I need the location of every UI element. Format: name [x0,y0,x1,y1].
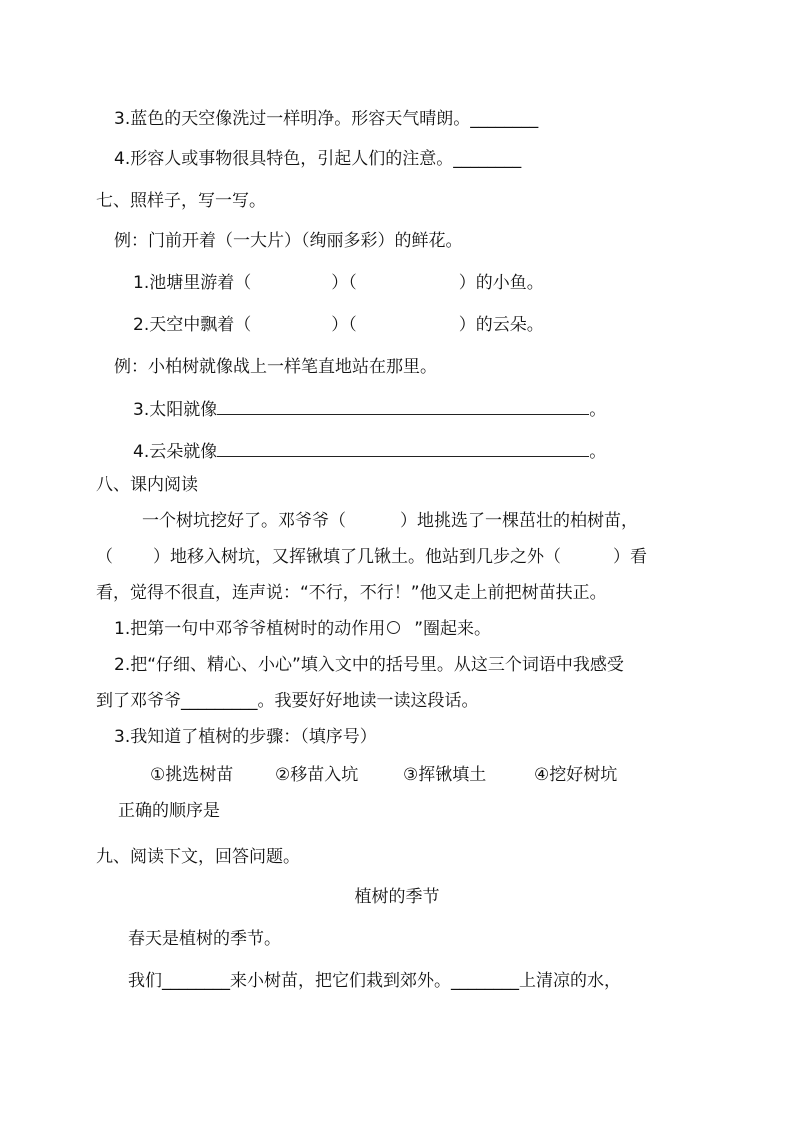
s8-question-3: 3.我知道了植树的步骤：（填序号） [114,727,377,747]
s8-passage-line-2: （ ）地移入树坑，又挥锹填了几锹土。他站到几步之外（ ）看 [96,547,647,567]
s7-q3-answer-line[interactable] [217,398,589,415]
s8-order-label: 正确的顺序是 [118,801,220,821]
s9-heading: 九、阅读下文，回答问题。 [96,847,300,867]
s9-blank-2[interactable]: ________ [451,971,519,991]
circle-icon [387,621,400,634]
s9-paragraph-2: 我们________来小树苗，把它们栽到郊外。________上清凉的水， [128,971,621,991]
s8-question-2-line-1: 2.把“仔细、精心、小心”填入文中的括号里。从这三个词语中我感受 [114,655,624,675]
s7-example-2: 例：小柏树就像战上一样笔直地站在那里。 [114,357,437,377]
s8-option-3: ③挥锹填土 [403,765,487,785]
s8-question-2-line-2: 到了邓爷爷_________。我要好好地读一读这段话。 [96,691,479,711]
s7-question-3: 3.太阳就像 。 [133,400,607,420]
s6-question-3: 3.蓝色的天空像洗过一样明净。形容天气晴朗。________ [114,109,539,129]
s6-q3-blank[interactable]: ________ [470,109,539,129]
s8-heading: 八、课内阅读 [96,475,198,495]
s7-question-4: 4.云朵就像 。 [133,442,607,462]
s9-blank-1[interactable]: ________ [162,971,230,991]
s9-paragraph-1: 春天是植树的季节。 [128,929,281,949]
s8-q2-blank[interactable]: _________ [181,691,258,711]
s7-example-1: 例：门前开着（一大片）（绚丽多彩）的鲜花。 [114,231,463,251]
s8-option-1: ①挑选树苗 [150,765,234,785]
s7-heading: 七、照样子，写一写。 [96,191,266,211]
s7-q4-answer-line[interactable] [217,440,589,457]
s7-question-2: 2.天空中飘着（ ）（ ）的云朵。 [133,315,544,335]
s7-question-1: 1.池塘里游着（ ）（ ）的小鱼。 [133,273,544,293]
s9-article-title: 植树的季节 [354,887,440,907]
s8-passage-line-1: 一个树坑挖好了。邓爷爷（ ）地挑选了一棵茁壮的柏树苗， [142,511,638,531]
s6-q4-blank[interactable]: ________ [453,149,522,169]
s8-passage-line-3: 看，觉得不很直，连声说：“不行，不行！”他又走上前把树苗扶正。 [96,583,607,603]
s8-option-4: ④挖好树坑 [534,765,618,785]
s6-question-4: 4.形容人或事物很具特色，引起人们的注意。________ [114,149,522,169]
s8-question-1: 1.把第一句中邓爷爷植树时的动作用 ”圈起来。 [114,619,492,639]
s8-option-2: ②移苗入坑 [275,765,359,785]
